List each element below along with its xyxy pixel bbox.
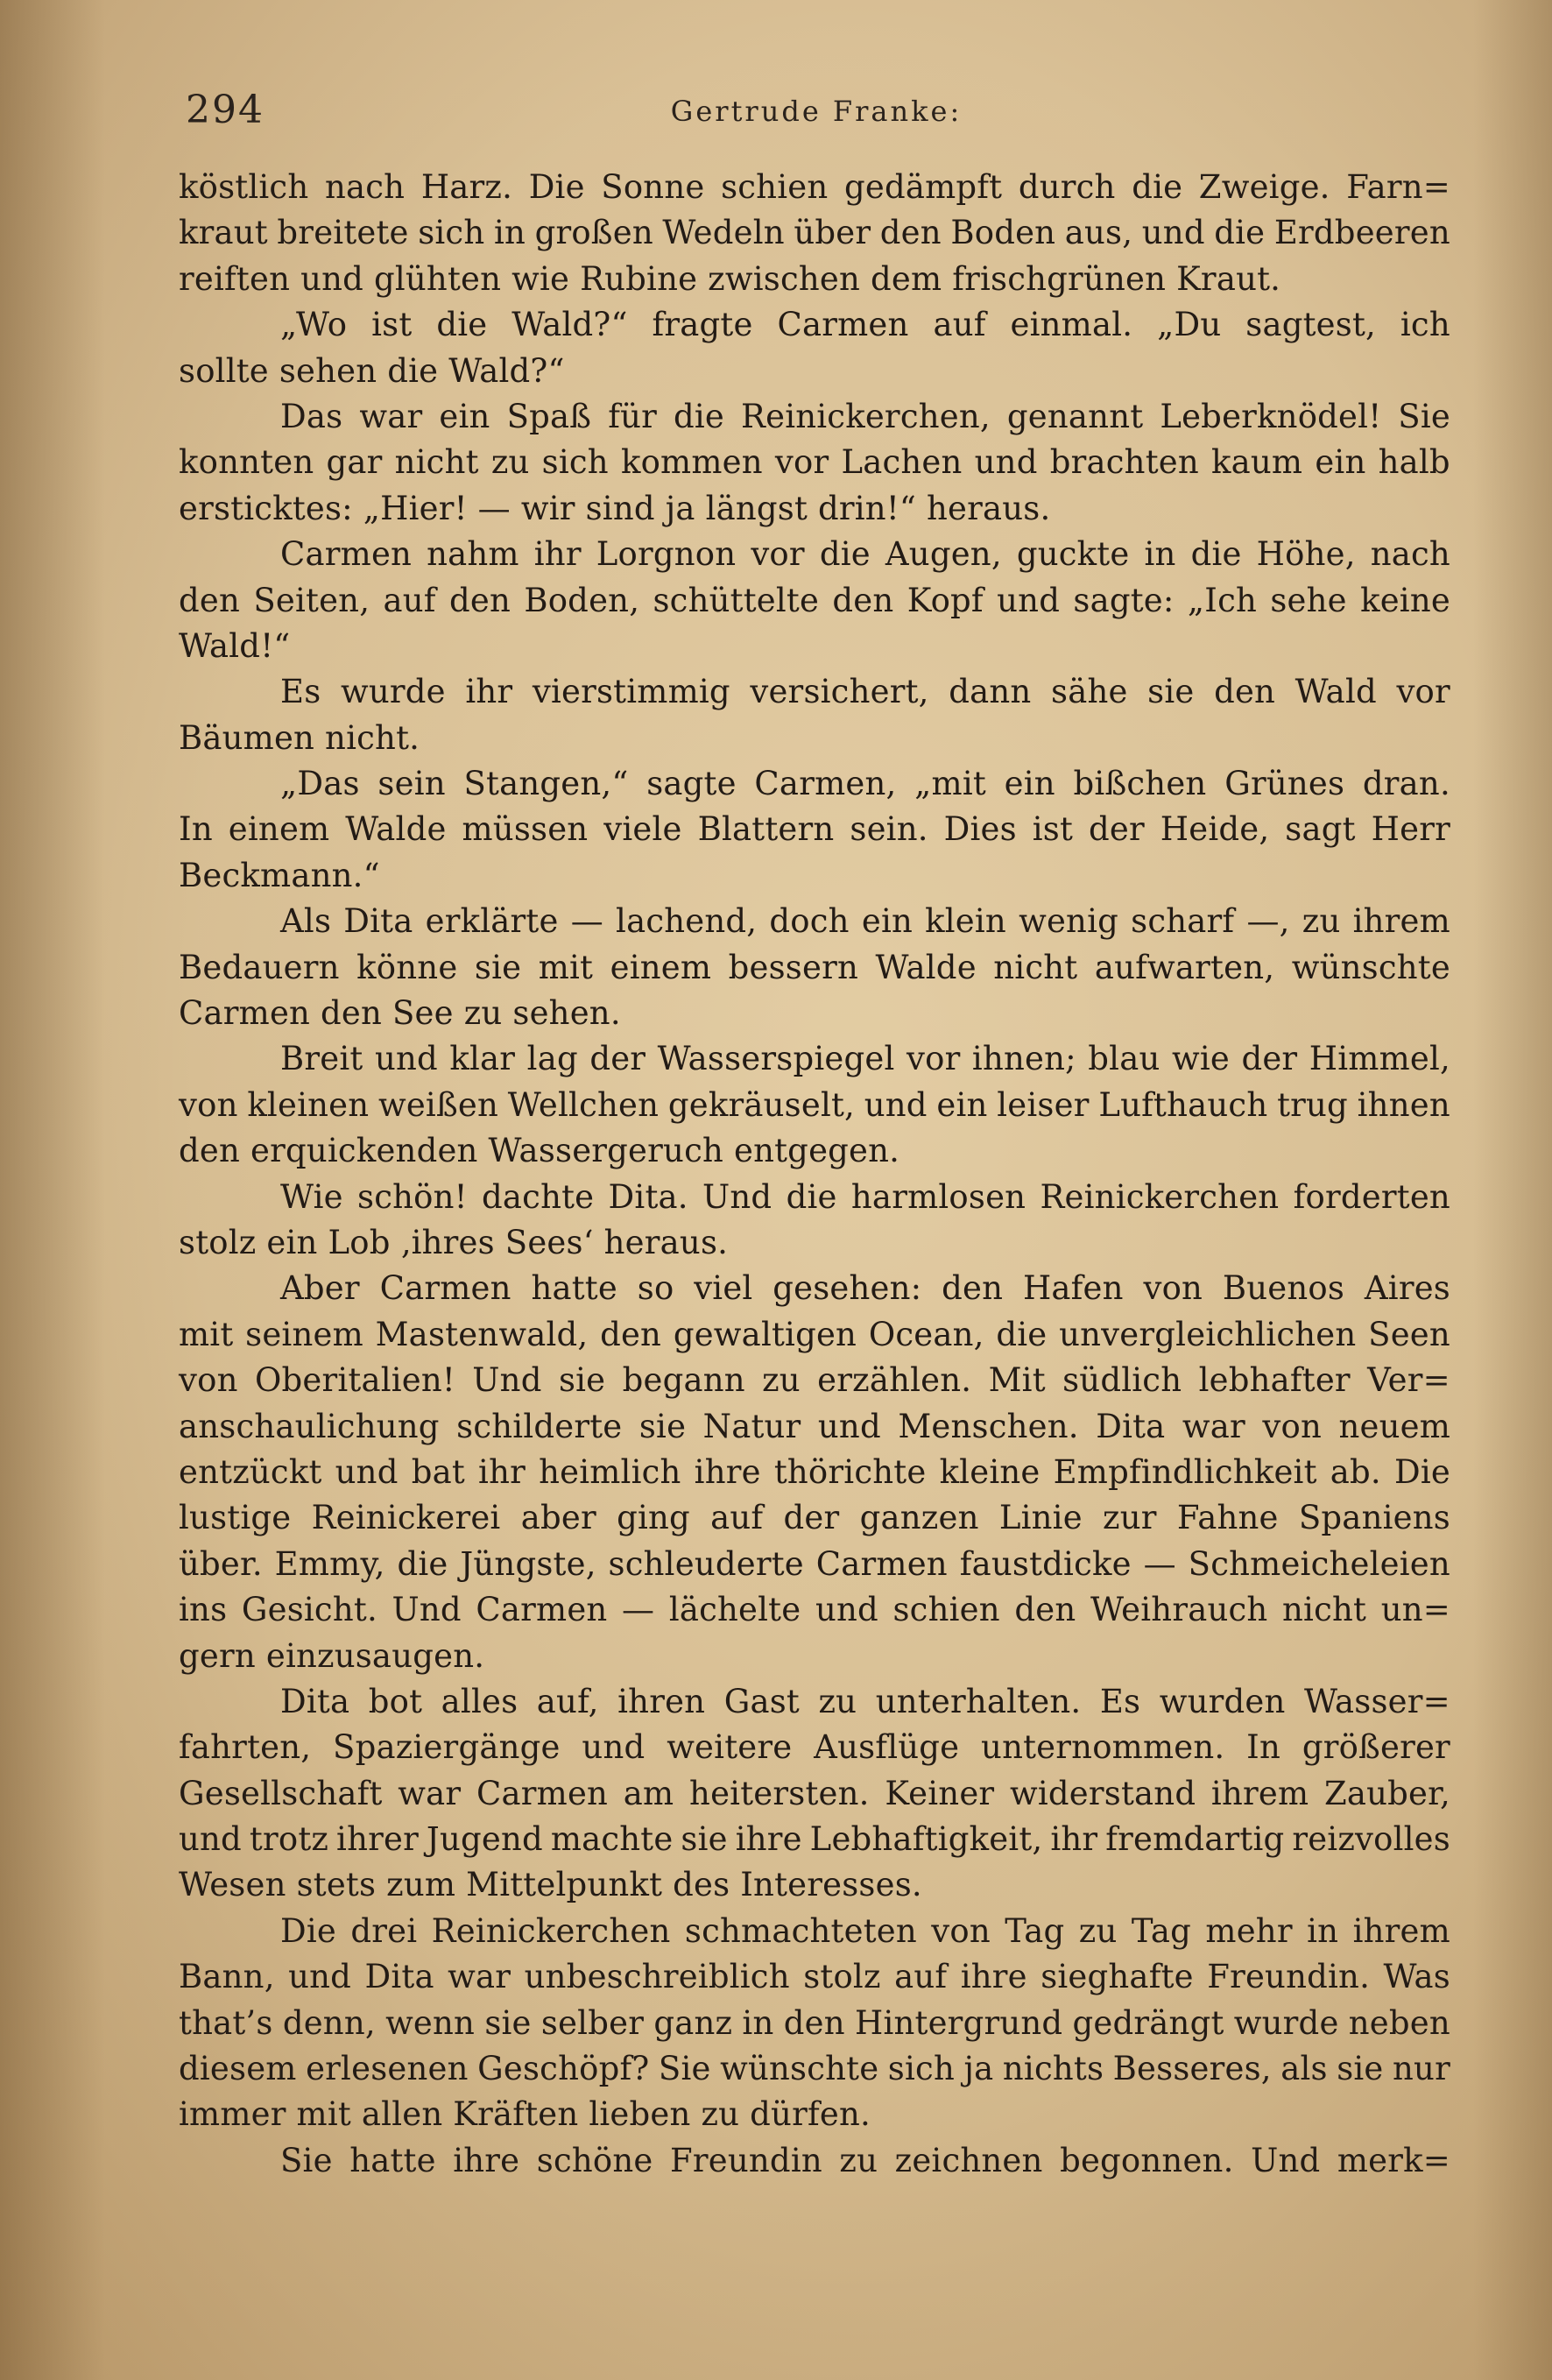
text-line: Carmen nahm ihr Lorgnon vor die Augen, guckte in die Höhe, nach (280, 535, 1450, 574)
text-line: und trotz ihrer Jugend machte sie ihre Lebhaftigkeit, ihr fremdartig reizvolles (179, 1820, 1450, 1859)
text-line: Gesellschaft war Carmen am heitersten. Keiner widerstand ihrem Zauber, (179, 1774, 1450, 1812)
text-line: that’s denn, wenn sie selber ganz in den Hintergrund gedrängt wurde neben (179, 2003, 1450, 2042)
text-line: Bedauern könne sie mit einem bessern Walde nicht aufwarten, wünschte (179, 948, 1450, 986)
text-line: ersticktes: „Hier! — wir sind ja längst drin!“ heraus. (179, 489, 1051, 527)
text-line: Die drei Reinickerchen schmachteten von Tag zu Tag mehr in ihrem (280, 1911, 1450, 1950)
text-line: sollte sehen die Wald?“ (179, 351, 565, 390)
text-line: „Das sein Stangen,“ sagte Carmen, „mit ein bißchen Grünes dran. (280, 765, 1450, 803)
text-line: kraut breitete sich in großen Wedeln über den Boden aus, und die Erdbeeren (179, 214, 1450, 252)
text-line: Aber Carmen hatte so viel gesehen: den Hafen von Buenos Aires (280, 1269, 1450, 1308)
text-line: über. Emmy, die Jüngste, schleuderte Carmen faustdicke — Schmeicheleien (179, 1544, 1450, 1583)
text-line: ins Gesicht. Und Carmen — lächelte und schien den Weihrauch nicht un= (179, 1591, 1450, 1629)
text-line: konnten gar nicht zu sich kommen vor Lachen und brachten kaum ein halb (179, 443, 1450, 482)
text-line: „Wo ist die Wald?“ fragte Carmen auf einmal. „Du sagtest, ich (280, 306, 1450, 344)
text-line: Das war ein Spaß für die Reinickerchen, genannt Leberknödel! Sie (280, 397, 1450, 435)
text-line: den Seiten, auf den Boden, schüttelte den Kopf und sagte: „Ich sehe keine (179, 581, 1450, 619)
text-line: Es wurde ihr vierstimmig versichert, dann sähe sie den Wald vor (280, 673, 1450, 711)
text-line: Wie schön! dachte Dita. Und die harmlosen Reinickerchen forderten (280, 1177, 1450, 1216)
text-line: entzückt und bat ihr heimlich ihre thörichte kleine Empfindlichkeit ab. Die (179, 1452, 1450, 1491)
text-line: Wesen stets zum Mittelpunkt des Interesses. (179, 1866, 922, 1904)
page-header (186, 88, 1447, 140)
text-line: Wald!“ (179, 626, 291, 665)
text-line: immer mit allen Kräften lieben zu dürfen. (179, 2095, 871, 2134)
text-line: Bäumen nicht. (179, 718, 420, 757)
text-line: den erquickenden Wassergeruch entgegen. (179, 1132, 900, 1170)
text-line: lustige Reinickerei aber ging auf der ganzen Linie zur Fahne Spaniens (179, 1499, 1450, 1537)
text-line: anschaulichung schilderte sie Natur und Menschen. Dita war von neuem (179, 1407, 1450, 1445)
text-line: von kleinen weißen Wellchen gekräuselt, und ein leiser Lufthauch trug ihnen (179, 1085, 1450, 1124)
text-line: In einem Walde müssen viele Blattern sein. Dies ist der Heide, sagt Herr (179, 810, 1450, 849)
text-line: gern einzusaugen. (179, 1636, 485, 1675)
text-line: diesem erlesenen Geschöpf? Sie wünschte sich ja nichts Besseres, als sie nur (179, 2050, 1450, 2088)
text-line: von Oberitalien! Und sie begann zu erzählen. Mit südlich lebhafter Ver= (179, 1361, 1450, 1400)
text-line: Carmen den See zu sehen. (179, 994, 621, 1033)
text-line: Als Dita erklärte — lachend, doch ein klein wenig scharf —, zu ihrem (280, 902, 1450, 941)
running-head: Gertrude Franke: (670, 95, 963, 128)
text-line: Bann, und Dita war unbeschreiblich stolz auf ihre sieghafte Freundin. Was (179, 1958, 1450, 1996)
text-line: Beckmann.“ (179, 856, 380, 894)
text-line: Dita bot alles auf, ihren Gast zu unterhalten. Es wurden Wasser= (280, 1682, 1450, 1720)
body-text (179, 165, 1450, 2184)
text-line: fahrten, Spaziergänge und weitere Ausflüge unternommen. In größerer (179, 1728, 1450, 1767)
text-line: Sie hatte ihre schöne Freundin zu zeichnen begonnen. Und merk= (280, 2141, 1450, 2179)
text-line: Breit und klar lag der Wasserspiegel vor ihnen; blau wie der Himmel, (280, 1040, 1450, 1078)
text-line: reiften und glühten wie Rubine zwischen dem frischgrünen Kraut. (179, 259, 1281, 298)
text-line: köstlich nach Harz. Die Sonne schien gedämpft durch die Zweige. Farn= (179, 168, 1450, 206)
text-line: mit seinem Mastenwald, den gewaltigen Ocean, die unvergleichlichen Seen (179, 1315, 1450, 1353)
page-number: 294 (186, 88, 265, 132)
text-line: stolz ein Lob ‚ihres Sees‘ heraus. (179, 1223, 729, 1261)
